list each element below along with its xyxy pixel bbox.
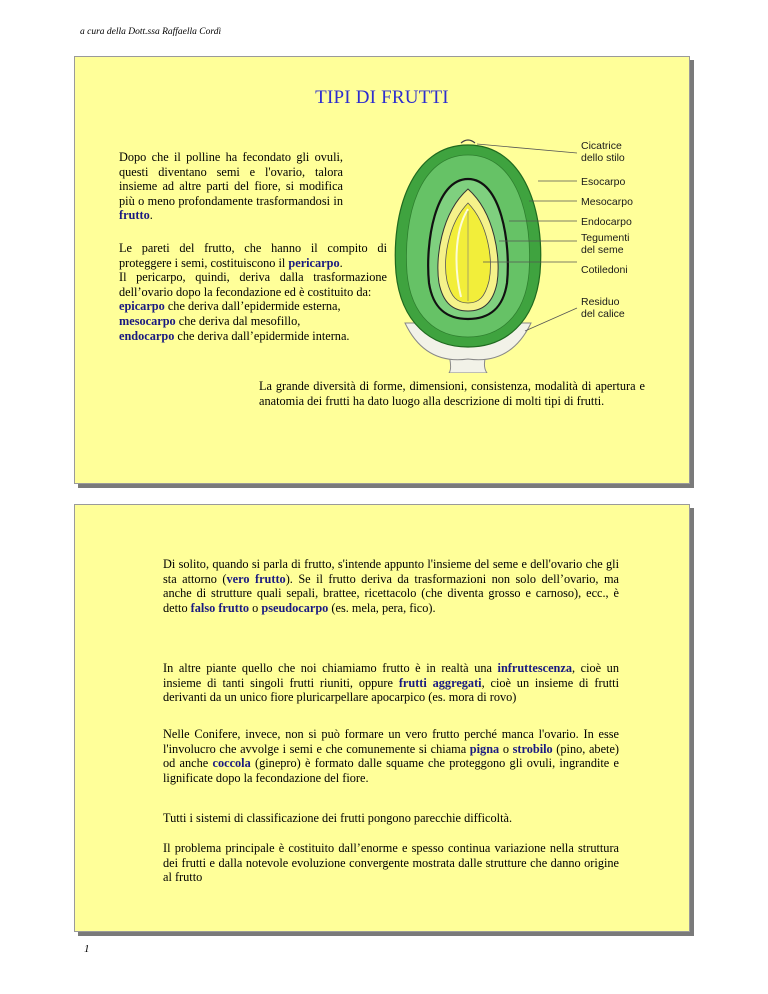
label-cicatrice: Cicatrice: [581, 140, 622, 152]
list-item: mesocarpo che deriva dal mesofillo,: [119, 313, 301, 328]
diversity-paragraph: La grande diversità di forme, dimensioni, consistenza, modalità di apertura e anatomia dei frutti ha dato luogo alla descrizione di molti tipi di frutti.: [259, 379, 645, 408]
label-tegumenti-2: del seme: [581, 244, 624, 256]
pericarp-derivation: Il pericarpo, quindi, deriva dalla trasformazione dell’ovario dopo la fecondazione ed è costituito da:: [119, 270, 387, 299]
label-residuo: Residuo: [581, 296, 620, 308]
fruit-section-diagram: [385, 133, 675, 373]
header-note: a cura della Dott.ssa Raffaella Cordì: [80, 27, 222, 37]
variation-paragraph: Il problema principale è costituito dall’enorme e spesso continua variazione nella struttura dei frutti e dalla notevole evoluzione convergente mostrata dalle strutture che danno origine al frutto: [163, 841, 619, 885]
label-cotiledoni: Cotiledoni: [581, 264, 628, 276]
classification-paragraph: Tutti i sistemi di classificazione dei frutti pongono parecchie difficoltà.: [163, 811, 513, 825]
keyword-pericarpo: pericarpo: [288, 255, 340, 270]
slide-2: [74, 504, 690, 932]
label-cicatrice-2: dello stilo: [581, 152, 625, 164]
label-residuo-2: del calice: [581, 308, 625, 320]
page-number: 1: [84, 943, 90, 955]
label-esocarpo: Esocarpo: [581, 176, 626, 188]
keyword-frutto: frutto: [119, 208, 150, 223]
conifers-paragraph: Nelle Conifere, invece, non si può formare un vero frutto perché manca l'ovario. In esse l'involucro che avvolge i semi e che comunemente si chiama pigna o strobilo (pino, abete) od anche coccola (ginepro) è formato dalle squame che proteggono gli ovuli, ingrandite e lignificate dopo la fecondazione del fiore.: [163, 727, 619, 785]
slide-title: TIPI DI FRUTTI: [315, 87, 449, 108]
list-item: endocarpo che deriva dall’epidermide interna.: [119, 328, 350, 343]
label-tegumenti: Tegumenti: [581, 232, 630, 244]
slide-1: [74, 56, 690, 484]
infructescence-paragraph: In altre piante quello che noi chiamiamo frutto è in realtà una infruttescenza, cioè un insieme di tanti singoli frutti riuniti, oppure frutti aggregati, cioè un insieme di frutti derivanti da un unico fiore pluricarpellare apocarpico (es. mora di rovo): [163, 661, 619, 705]
label-endocarpo: Endocarpo: [581, 216, 632, 228]
pericarp-paragraph: Le pareti del frutto, che hanno il compito di proteggere i semi, costituiscono il pericarpo. Il pericarpo, quindi, deriva dalla trasformazione dell’ovario dopo la fecondazione ed è costituito da: epicarpo che deriva dall’epidermide esterna, mesocarpo che deriva dal mesofillo, endocarpo che deriva dall’epidermide interna.: [119, 241, 387, 343]
intro-paragraph: Dopo che il polline ha fecondato gli ovuli, questi diventano semi e l'ovario, talora insieme ad altre parti del fiore, si modifica più o meno profondamente trasformandosi in frutto.: [119, 150, 343, 223]
label-mesocarpo: Mesocarpo: [581, 196, 633, 208]
true-fruit-paragraph: Di solito, quando si parla di frutto, s'intende appunto l'insieme del seme e dell'ovario che gli sta attorno (vero frutto). Se il frutto deriva da trasformazioni non solo dell’ovario, ma anche di strutture quali sepali, brattee, ricettacolo (che diventa grosso e carnoso), ecc., è detto falso frutto o pseudocarpo (es. mela, pera, fico).: [163, 557, 619, 615]
list-item: epicarpo che deriva dall’epidermide esterna,: [119, 299, 341, 314]
stylus-scar-shape: [461, 140, 475, 143]
